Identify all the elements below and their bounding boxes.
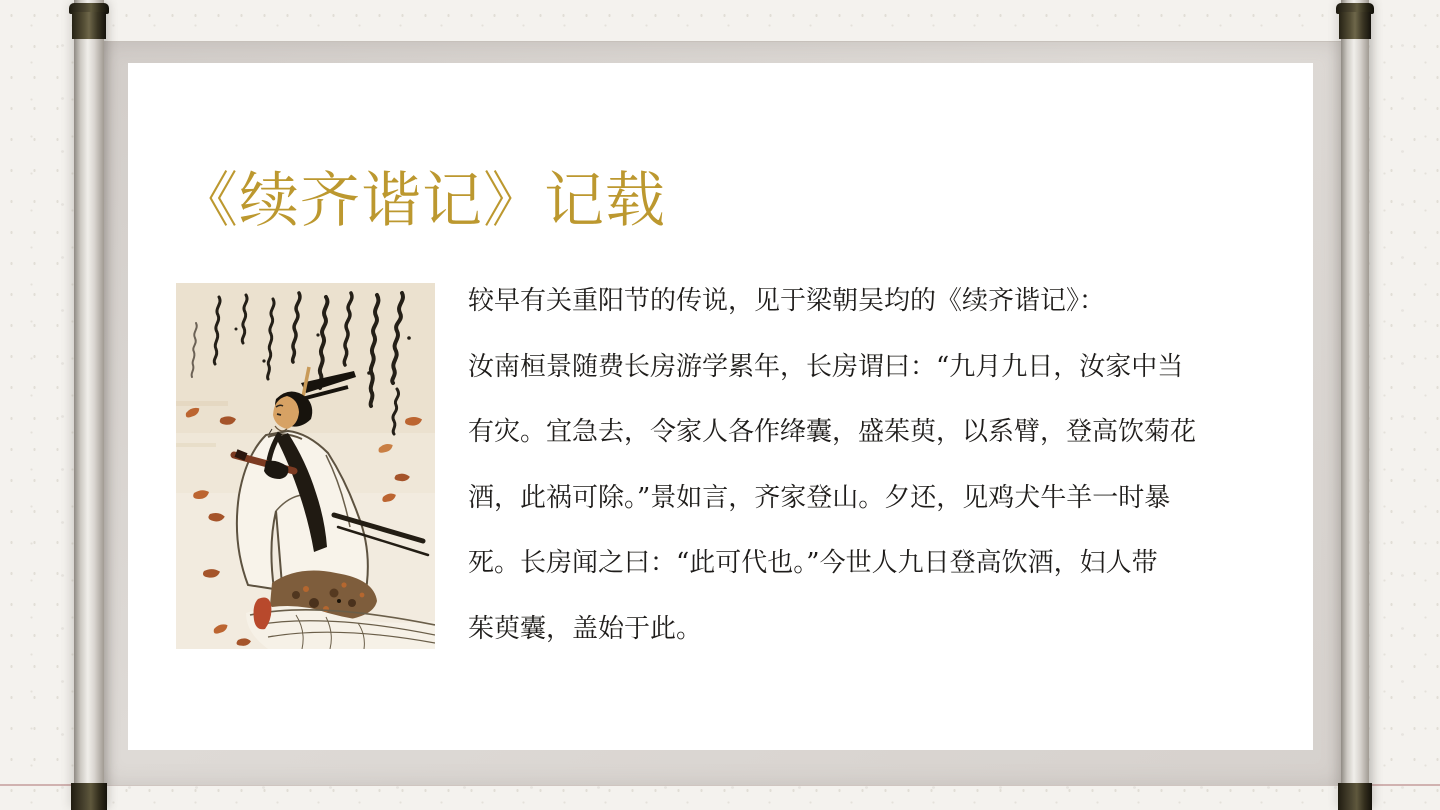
roller-cap-top	[1339, 12, 1371, 39]
body-line: 较早有关重阳节的传说，见于梁朝吴均的《续齐谐记》：	[468, 286, 1106, 316]
body-line: 茱萸囊，盖始于此。	[468, 613, 703, 644]
body-text-block	[468, 269, 1298, 662]
body-line: 有灾。宜急去，令家人各作绛囊，盛茱萸，以系臂，登高饮菊花	[468, 417, 1197, 447]
body-line: 酒，此祸可除。”景如言，齐家登山。夕还，见鸡犬牛羊一时暴	[468, 482, 1171, 513]
page-title: 《续齐谐记》记载	[178, 166, 666, 236]
roller-cap-bottom	[1338, 783, 1372, 810]
roller-bar	[74, 0, 104, 810]
roller-cap-top	[72, 12, 106, 39]
slide-page	[128, 63, 1313, 750]
scroll-roller-right	[1339, 0, 1371, 810]
scroll-roller-left	[72, 0, 106, 810]
body-line: 死。长房闻之曰：“此可代也。”今世人九日登高饮酒，妇人带	[468, 548, 1158, 578]
body-line: 汝南桓景随费长房游学累年，长房谓曰：“九月九日，汝家中当	[468, 351, 1184, 382]
roller-cap-bottom	[71, 783, 107, 810]
scroll-painting-image	[176, 283, 435, 649]
roller-bar	[1341, 0, 1369, 810]
